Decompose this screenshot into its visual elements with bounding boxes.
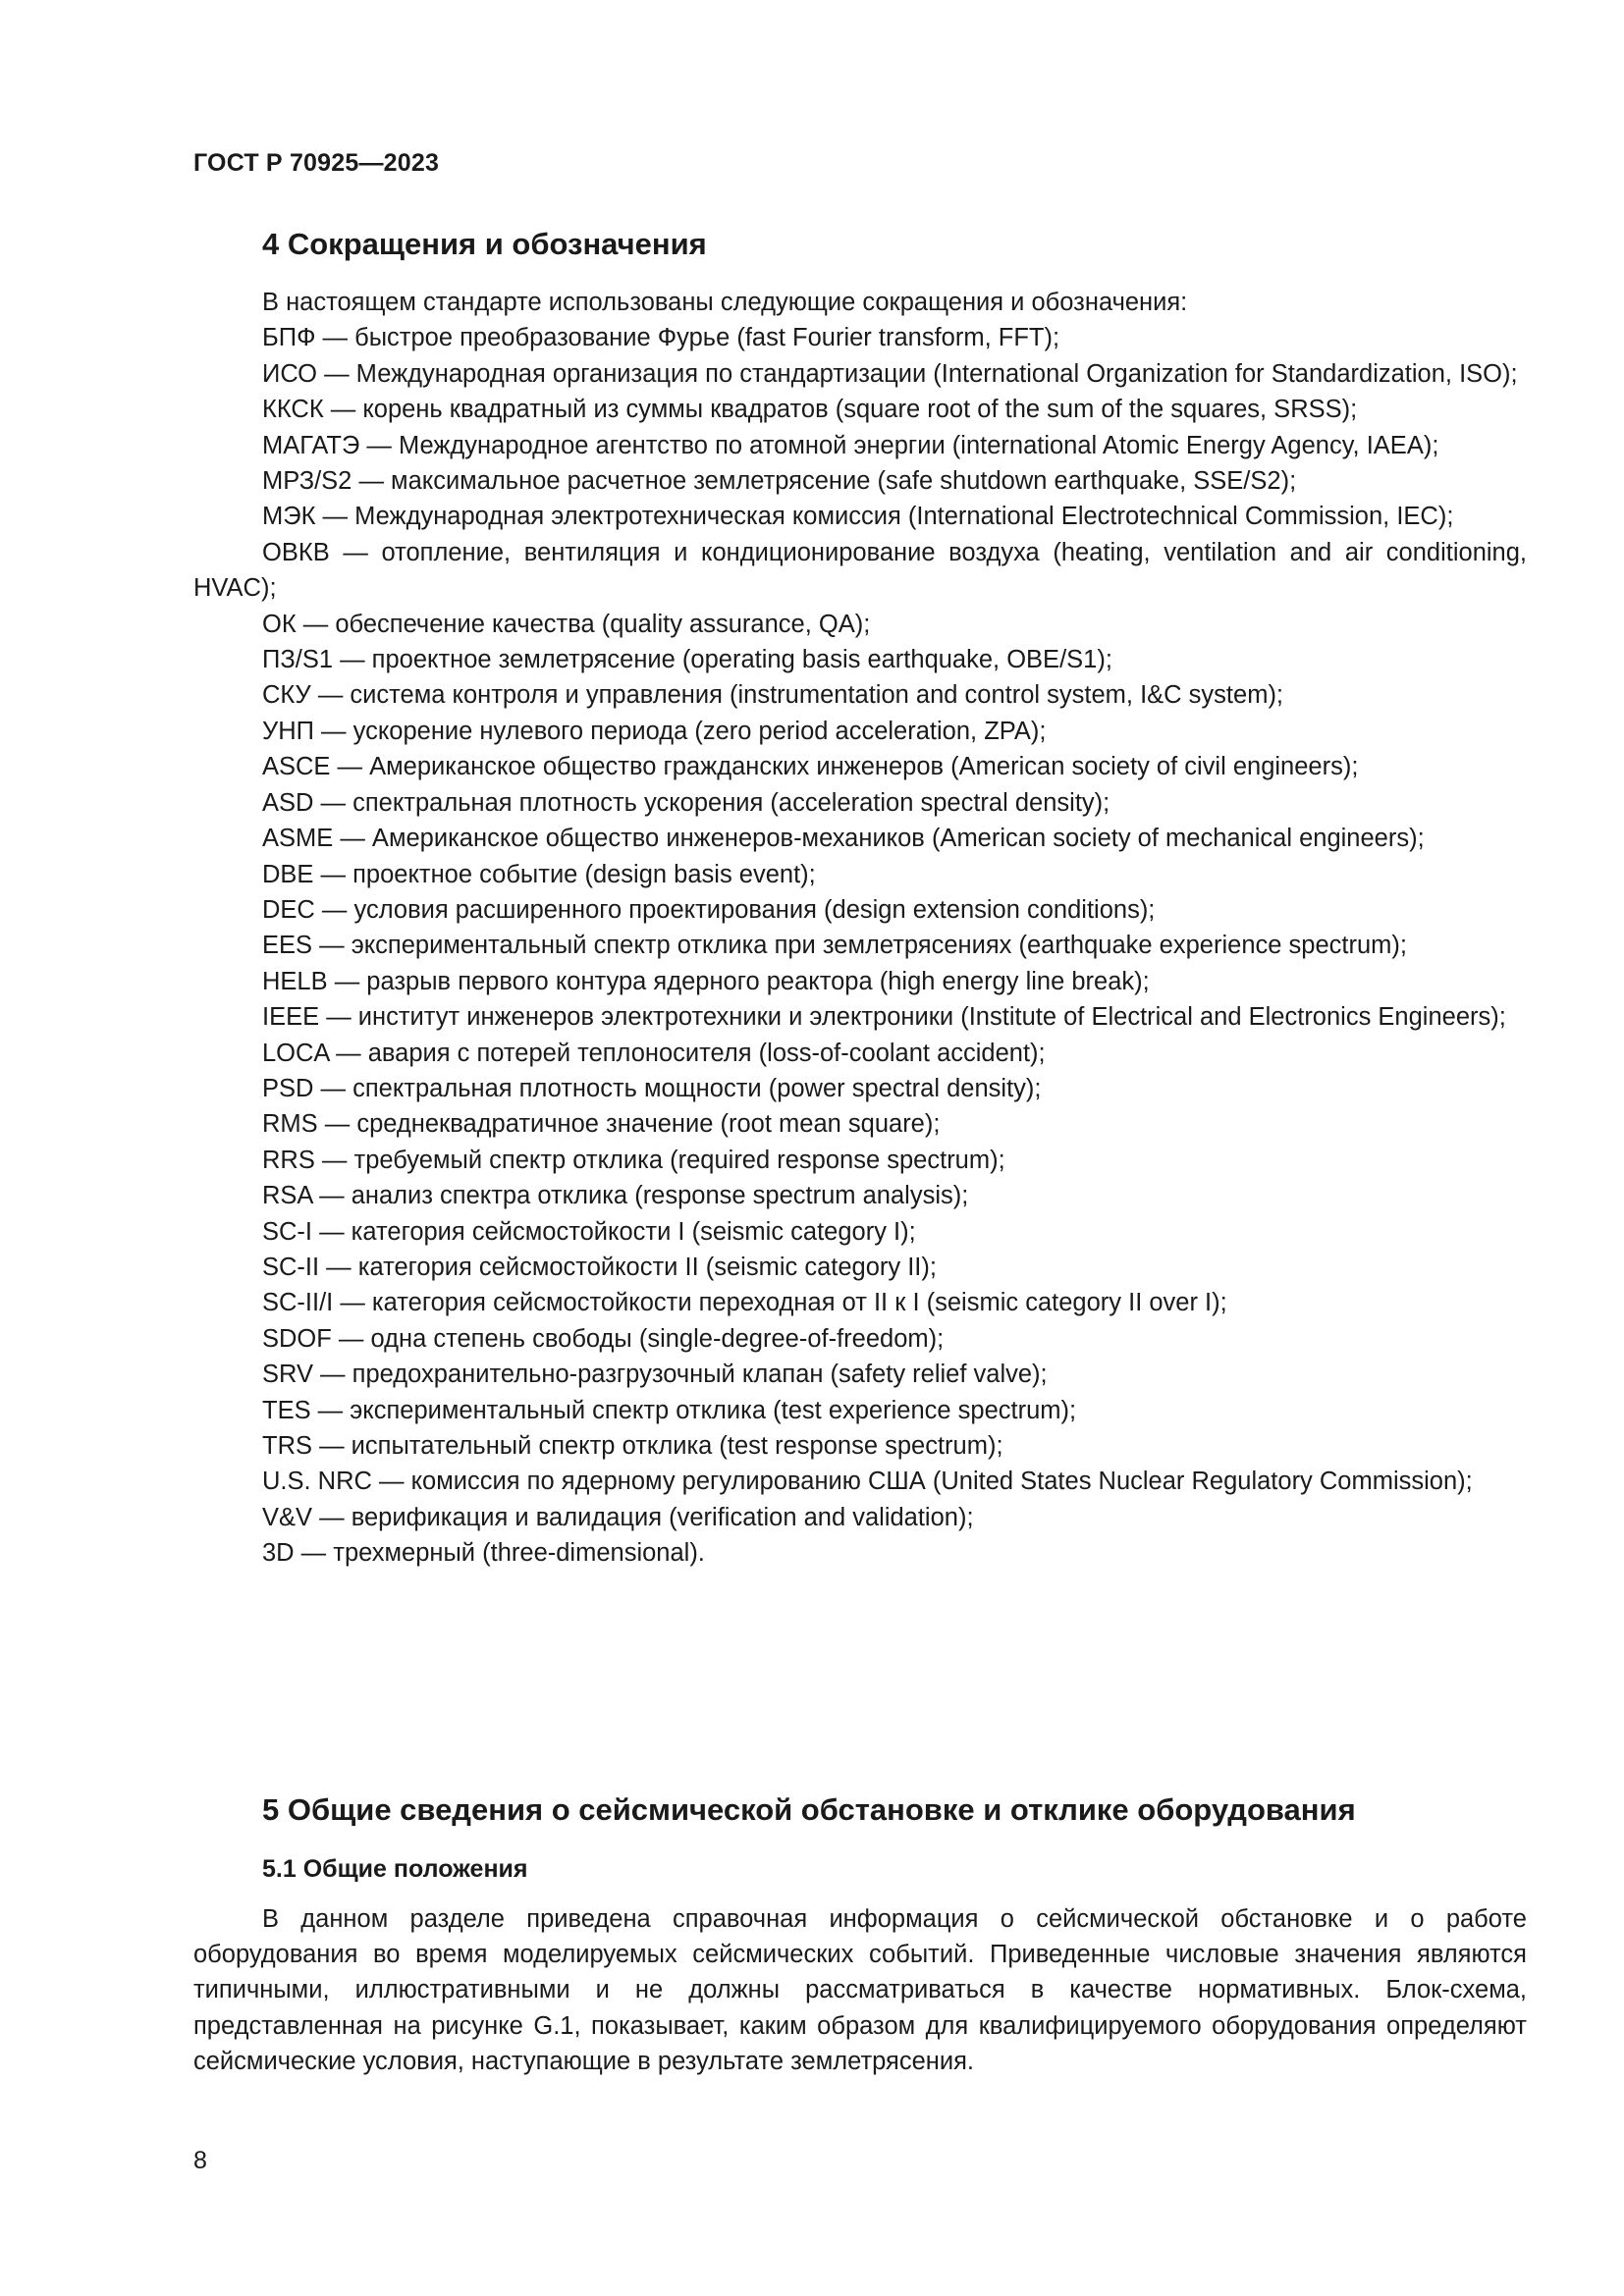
abbreviation-items [193, 320, 1527, 1571]
abbreviation-item: TRS — испытательный спектр отклика (test response spectrum); [262, 1432, 1003, 1460]
abbreviation-item: ОК — обеспечение качества (quality assurance, QA); [262, 610, 871, 638]
abbreviation-item: IEEE — институт инженеров электротехники и электроники (Institute of Electrical and Electronics Engineers); [262, 1003, 1506, 1032]
abbreviation-item: RSA — анализ спектра отклика (response spectrum analysis); [262, 1182, 969, 1210]
abbreviation-item: RRS — требуемый спектр отклика (required response spectrum); [262, 1146, 1005, 1174]
abbreviations-intro: В настоящем стандарте использованы следующие сокращения и обозначения: [262, 289, 1188, 316]
abbreviation-item: SDOF — одна степень свободы (single-degree-of-freedom); [262, 1324, 945, 1353]
subsection-5-1-body [193, 1901, 1527, 2079]
abbreviation-item: HELB — разрыв первого контура ядерного реактора (high energy line break); [262, 967, 1150, 995]
abbreviation-item: SC-I — категория сейсмостойкости I (seismic category I); [262, 1217, 916, 1246]
abbreviation-item: ИСО — Международная организация по стандартизации (International Organization for Standardization, ISO); [262, 359, 1518, 388]
abbreviation-item: ASD — спектральная плотность ускорения (acceleration spectral density); [262, 788, 1110, 817]
abbreviation-item: V&V — верификация и валидация (verification and validation); [262, 1503, 974, 1531]
abbreviation-item: ОВКВ — отопление, вентиляция и кондиционирование воздуха (heating, ventilation and air conditioning, HVAC); [193, 538, 1527, 603]
abbreviation-item: LOCA — авария с потерей теплоносителя (loss-of-coolant accident); [262, 1039, 1046, 1067]
abbreviation-item: TES — экспериментальный спектр отклика (test experience spectrum); [262, 1396, 1077, 1424]
abbreviation-item: DEC — условия расширенного проектирования (design extension conditions); [262, 895, 1156, 924]
abbreviation-item: SC-II/I — категория сейсмостойкости переходная от II к I (seismic category II over I); [262, 1289, 1227, 1317]
abbreviation-item: ПЗ/S1 — проектное землетрясение (operating basis earthquake, OBE/S1); [262, 646, 1112, 674]
abbreviation-item: ASCE — Американское общество гражданских инженеров (American society of civil engineers); [262, 753, 1359, 781]
section-5-title: 5 Общие сведения о сейсмической обстановке и отклике оборудования [262, 1792, 1356, 1827]
abbreviation-item: U.S. NRC — комиссия по ядерному регулированию США (United States Nuclear Regulatory Commission); [262, 1468, 1473, 1496]
abbreviation-item: DBE — проектное событие (design basis event); [262, 860, 816, 888]
abbreviation-item: SRV — предохранительно-разгрузочный клапан (safety relief valve); [262, 1361, 1048, 1389]
document-code-header: ГОСТ Р 70925—2023 [193, 149, 440, 177]
abbreviation-item: МАГАТЭ — Международное агентство по атомной энергии (international Atomic Energy Agency, IAEA); [262, 431, 1439, 459]
page-number: 8 [193, 2147, 207, 2174]
abbreviation-item: EES — экспериментальный спектр отклика при землетрясениях (earthquake experience spectrum); [262, 932, 1407, 960]
section-4-title: 4 Сокращения и обозначения [262, 227, 707, 261]
abbreviation-item: МЭК — Международная электротехническая комиссия (International Electrotechnical Commission, IEC); [262, 503, 1454, 531]
document-page [193, 0, 1527, 2296]
abbreviation-item: БПФ — быстрое преобразование Фурье (fast Fourier transform, FFT); [262, 324, 1060, 352]
abbreviation-item: МРЗ/S2 — максимальное расчетное землетрясение (safe shutdown earthquake, SSE/S2); [262, 467, 1297, 496]
abbreviation-item: УНП — ускорение нулевого периода (zero period acceleration, ZPA); [262, 717, 1047, 745]
subsection-5-1-title: 5.1 Общие положения [262, 1855, 528, 1883]
abbreviation-item: ККСК — корень квадратный из суммы квадратов (square root of the sum of the squares, SRSS); [262, 396, 1358, 424]
abbreviation-item: SC-II — категория сейсмостойкости II (seismic category II); [262, 1253, 937, 1281]
abbreviation-item: RMS — среднеквадратичное значение (root mean square); [262, 1110, 941, 1139]
abbreviation-item: PSD — спектральная плотность мощности (power spectral density); [262, 1074, 1042, 1102]
subsection-5-1-paragraph: В данном разделе приведена справочная информация о сейсмической обстановке и о работе оборудования во время моделируемых сейсмических событий. Приведенные числовые значения являются типичными, иллюстративными и не должны рассматриваться в качестве нормативных. Блок-схема, представленная на рисунке G.1, показывает, каким образом для квалифицируемого оборудования определяют сейсмические условия, наступающие в результате землетрясения. [193, 1905, 1527, 2075]
abbreviation-item: 3D — трехмерный (three-dimensional). [262, 1539, 705, 1568]
abbreviation-item: ASME — Американское общество инженеров-механиков (American society of mechanical engineers); [262, 825, 1425, 853]
abbreviation-item: СКУ — система контроля и управления (instrumentation and control system, I&C system); [262, 681, 1284, 710]
abbreviations-list [193, 285, 1527, 1572]
